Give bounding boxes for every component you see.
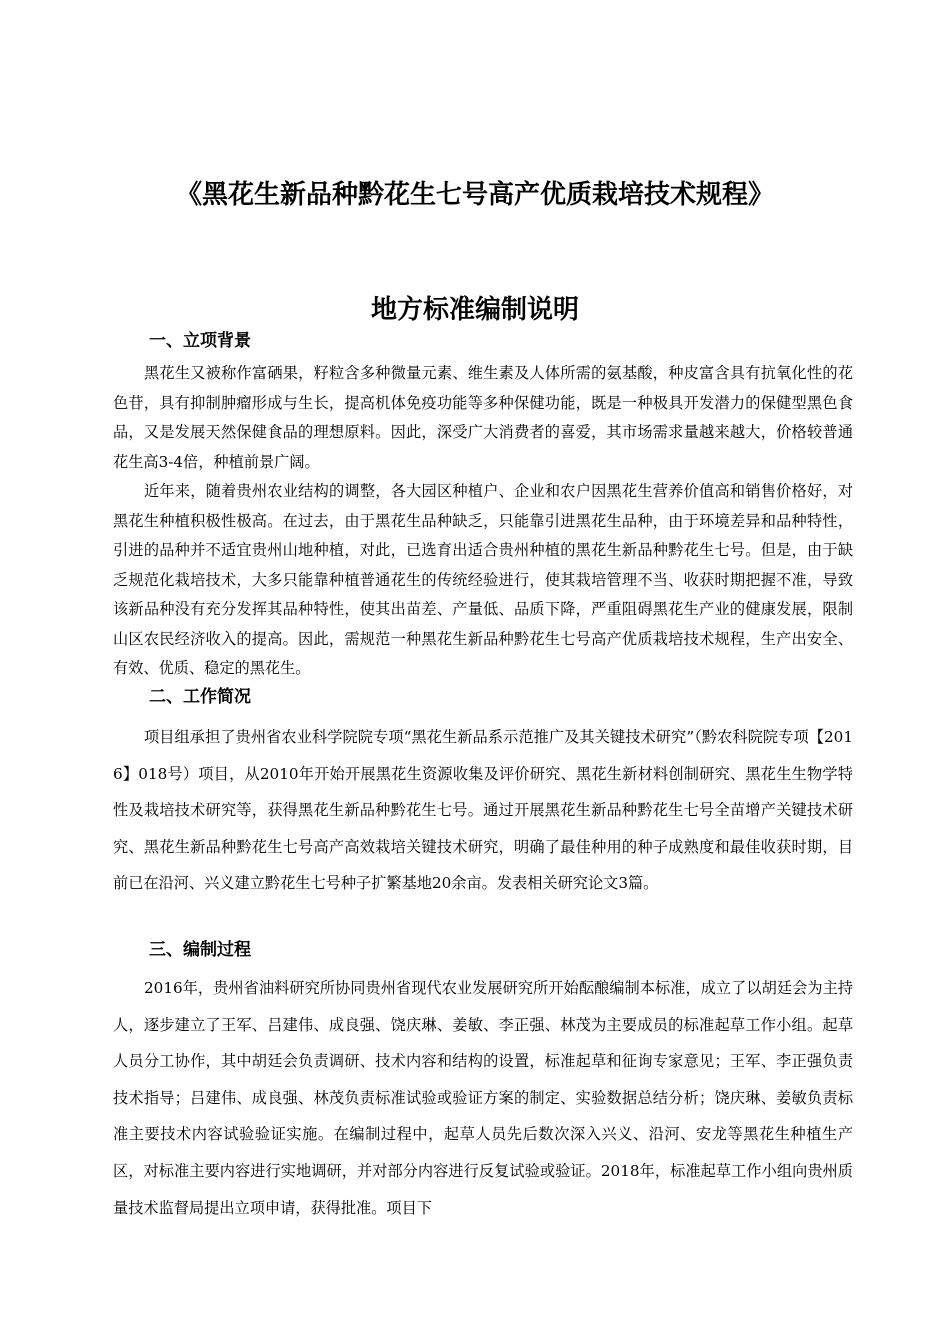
paragraph: 黑花生又被称作富硒果，籽粒含多种微量元素、维生素及人体所需的氨基酸，种皮富含具有抗氧化性的花色苷，具有抑制肿瘤形成与生长，提高机体免疫功能等多种保健功能，既是一种极具开发潜力的保健型黑色食品，又是发展天然保健食品的理想原料。因此，深受广大消费者的喜爱，其市场需求量越来越大，价格较普通花生高3-4倍，种植前景广阔。	[113, 364, 853, 471]
section-project-background	[113, 327, 853, 684]
section-drafting-process	[113, 936, 853, 1226]
document-title: 《黑花生新品种黔花生七号高产优质栽培技术规程》	[175, 180, 774, 211]
paragraph: 近年来，随着贵州农业结构的调整，各大园区种植户、企业和农户因黑花生营养价值高和销售价格好，对黑花生种植积极性极高。在过去，由于黑花生品种缺乏，只能靠引进黑花生品种，由于环境差异和品种特性，引进的品种并不适宜贵州山地种植，对此，已选育出适合贵州种植的黑花生新品种黔花生七号。但是，由于缺乏规范化栽培技术，大多只能靠种植普通花生的传统经验进行，使其栽培管理不当、收获时期把握不准，导致该新品种没有充分发挥其品种特性，使其出苗差、产量低、品质下降，严重阻碍黑花生产业的健康发展，限制山区农民经济收入的提高。因此，需规范一种黑花生新品种黔花生七号高产优质栽培技术规程，生产出安全、有效、优质、稳定的黑花生。	[113, 482, 853, 677]
section-heading: 二、工作简况	[149, 687, 251, 707]
section-heading: 三、编制过程	[149, 940, 251, 960]
document-subtitle: 地方标准编制说明	[370, 294, 579, 325]
paragraph: 2016年，贵州省油料研究所协同贵州省现代农业发展研究所开始酝酿编制本标准，成立了以胡廷会为主持人，逐步建立了王军、吕建伟、成良强、饶庆琳、姜敏、李正强、林茂为主要成员的标准起草工作小组。起草人员分工协作，其中胡廷会负责调研、技术内容和结构的设置，标准起草和征询专家意见；王军、李正强负责技术指导；吕建伟、成良强、林茂负责标准试验或验证方案的制定、实验数据总结分析；饶庆琳、姜敏负责标准主要技术内容试验验证实施。在编制过程中，起草人员先后数次深入兴义、沿河、安龙等黑花生种植生产区，对标准主要内容进行实地调研，并对部分内容进行反复试验或验证。2018年，标准起草工作小组向贵州质量技术监督局提出立项申请，获得批准。项目下	[113, 979, 853, 1217]
section-heading: 一、立项背景	[149, 331, 251, 351]
section-work-overview	[113, 683, 853, 902]
paragraph: 项目组承担了贵州省农业科学院院专项“黑花生新品系示范推广及其关键技术研究”（黔农科院院专项【2016】018号）项目，从2010年开始开展黑花生资源收集及评价研究、黑花生新材料创制研究、黑花生生物学特性及栽培技术研究等，获得黑花生新品种黔花生七号。通过开展黑花生新品种黔花生七号全苗增产关键技术研究、黑花生新品种黔花生七号高产高效栽培关键技术研究，明确了最佳种用的种子成熟度和最佳收获时期，目前已在沿河、兴义建立黔花生七号种子扩繁基地20余亩。发表相关研究论文3篇。	[113, 728, 853, 893]
